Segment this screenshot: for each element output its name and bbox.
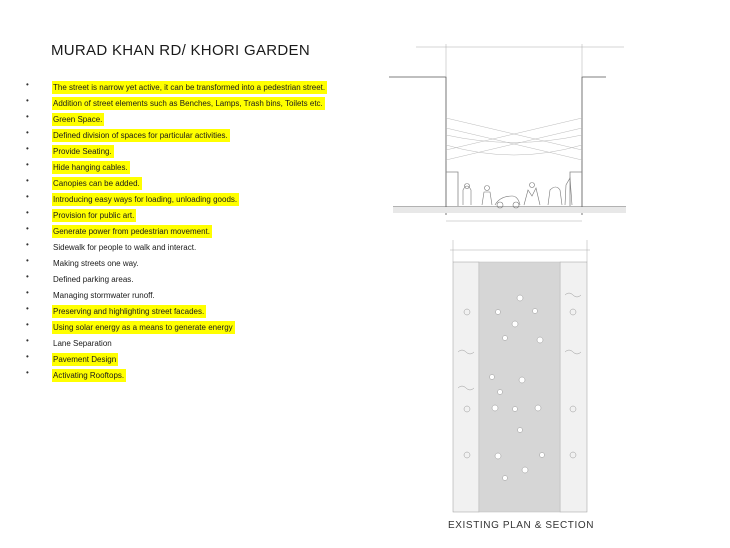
bullet-marker: • (26, 272, 29, 281)
point-text: Lane Separation (53, 339, 112, 348)
bullet-marker: • (26, 80, 29, 89)
highlighted-point-text: Defined division of spaces for particular activities. (53, 131, 228, 140)
highlighted-point-text: Hide hanging cables. (53, 163, 128, 172)
left-sidewalk-plan (453, 262, 479, 512)
bullet-marker: • (26, 208, 29, 217)
highlighted-point-text: Pavement Design (53, 355, 117, 364)
highlighted-point-text: Introducing easy ways for loading, unloading goods. (53, 195, 238, 204)
street-section (389, 44, 626, 221)
right-building-outline (582, 77, 606, 215)
bullet-marker: • (26, 240, 29, 249)
bullet-marker: • (26, 112, 29, 121)
bullet-marker: • (26, 352, 29, 361)
bullet-marker: • (26, 320, 29, 329)
highlighted-point-text: Activating Rooftops. (53, 371, 125, 380)
point-text: Defined parking areas. (53, 275, 134, 284)
point-text: Sidewalk for people to walk and interact. (53, 243, 197, 252)
highlighted-point-text: Preserving and highlighting street facades. (53, 307, 205, 316)
bullet-marker: • (26, 336, 29, 345)
sidewalk-left (446, 172, 458, 206)
bullet-marker: • (26, 288, 29, 297)
highlighted-point-text: The street is narrow yet active, it can be transformed into a pedestrian street. (53, 83, 326, 92)
people-and-vehicles-figures (463, 178, 572, 208)
bullet-marker: • (26, 144, 29, 153)
street-plan (450, 240, 590, 512)
highlighted-point-text: Addition of street elements such as Benches, Lamps, Trash bins, Toilets etc. (53, 99, 323, 108)
bullet-marker: • (26, 256, 29, 265)
bullet-marker: • (26, 368, 29, 377)
right-sidewalk-plan (560, 262, 587, 512)
bullet-marker: • (26, 96, 29, 105)
drawing-caption: EXISTING PLAN & SECTION (448, 520, 595, 531)
bullet-marker: • (26, 304, 29, 313)
bullet-marker: • (26, 128, 29, 137)
hanging-cables (446, 118, 582, 160)
point-text: Managing stormwater runoff. (53, 291, 155, 300)
highlighted-point-text: Provide Seating. (53, 147, 112, 156)
highlighted-point-text: Generate power from pedestrian movement. (53, 227, 210, 236)
bullet-marker: • (26, 192, 29, 201)
point-text: Making streets one way. (53, 259, 139, 268)
page-title: MURAD KHAN RD/ KHORI GARDEN (51, 42, 310, 59)
highlighted-point-text: Canopies can be added. (53, 179, 140, 188)
highlighted-point-text: Using solar energy as a means to generate energy (53, 323, 233, 332)
left-building-outline (389, 77, 446, 215)
bullet-marker: • (26, 176, 29, 185)
highlighted-point-text: Green Space. (53, 115, 103, 124)
bullet-marker: • (26, 160, 29, 169)
bullet-marker: • (26, 224, 29, 233)
highlighted-point-text: Provision for public art. (53, 211, 135, 220)
